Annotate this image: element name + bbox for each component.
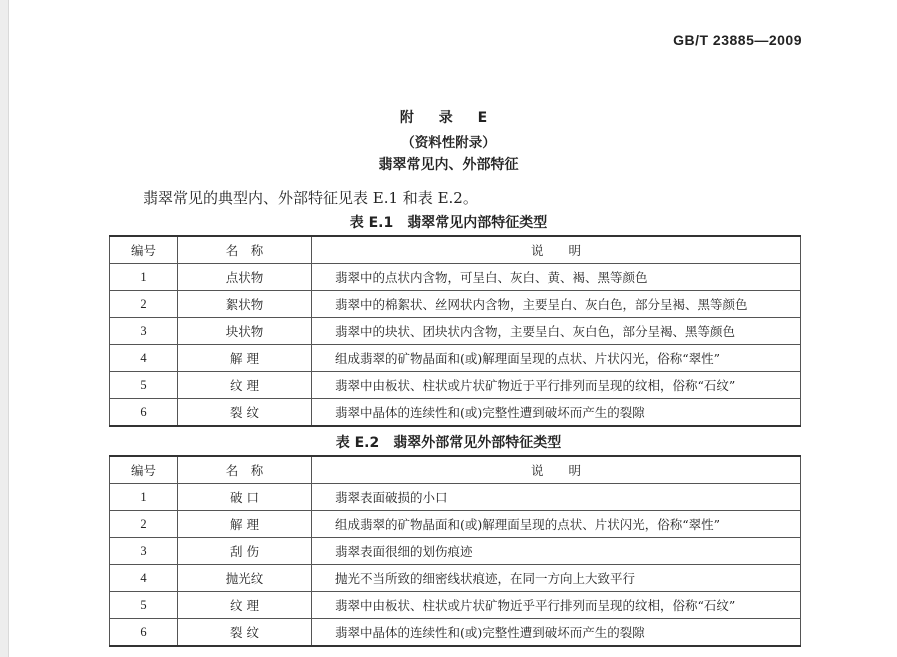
table-header-row xyxy=(110,236,801,264)
table-row xyxy=(110,318,801,345)
cell-description: 翡翠中晶体的连续性和(或)完整性遭到破坏而产生的裂隙 xyxy=(312,619,801,647)
table-row xyxy=(110,538,801,565)
table-row xyxy=(110,592,801,619)
cell-number: 1 xyxy=(110,264,178,291)
table-row xyxy=(110,484,801,511)
table-row xyxy=(110,372,801,399)
cell-description: 翡翠表面很细的划伤痕迹 xyxy=(312,538,801,565)
cell-name: 纹 理 xyxy=(178,372,312,399)
cell-name: 纹 理 xyxy=(178,592,312,619)
intro-paragraph: 翡翠常见的典型内、外部特征见表 E.1 和表 E.2。 xyxy=(143,189,478,207)
cell-description: 翡翠中晶体的连续性和(或)完整性遭到破坏而产生的裂隙 xyxy=(312,399,801,427)
table-row xyxy=(110,264,801,291)
col-header-number: 编号 xyxy=(110,456,178,484)
cell-description: 翡翠中的块状、团块状内含物，主要呈白、灰白色，部分呈褐、黑等颜色 xyxy=(312,318,801,345)
cell-number: 3 xyxy=(110,538,178,565)
table-e1 xyxy=(109,235,801,427)
cell-description: 翡翠中由板状、柱状或片状矿物近于平行排列而呈现的纹相，俗称“石纹” xyxy=(312,372,801,399)
cell-name: 点状物 xyxy=(178,264,312,291)
table-row xyxy=(110,345,801,372)
table-header-row xyxy=(110,456,801,484)
table-row xyxy=(110,399,801,427)
cell-description: 翡翠中的棉絮状、丝网状内含物，主要呈白、灰白色，部分呈褐、黑等颜色 xyxy=(312,291,801,318)
cell-number: 3 xyxy=(110,318,178,345)
cell-number: 2 xyxy=(110,511,178,538)
cell-number: 5 xyxy=(110,372,178,399)
col-header-number: 编号 xyxy=(110,236,178,264)
page-edge-strip xyxy=(0,0,9,657)
cell-name: 絮状物 xyxy=(178,291,312,318)
table-e1-caption: 表 E.1 翡翠常见内部特征类型 xyxy=(349,215,548,231)
cell-name: 块状物 xyxy=(178,318,312,345)
col-header-name: 名 称 xyxy=(178,236,312,264)
cell-number: 1 xyxy=(110,484,178,511)
table-e2 xyxy=(109,455,801,647)
appendix-subtitle: （资料性附录） xyxy=(401,135,496,151)
cell-name: 刮 伤 xyxy=(178,538,312,565)
cell-name: 裂 纹 xyxy=(178,399,312,427)
table-row xyxy=(110,565,801,592)
cell-description: 抛光不当所致的细密线状痕迹，在同一方向上大致平行 xyxy=(312,565,801,592)
cell-number: 2 xyxy=(110,291,178,318)
table-e2-caption: 表 E.2 翡翠外部常见外部特征类型 xyxy=(335,435,562,451)
cell-number: 6 xyxy=(110,399,178,427)
cell-number: 4 xyxy=(110,565,178,592)
col-header-name: 名 称 xyxy=(178,456,312,484)
cell-description: 翡翠中由板状、柱状或片状矿物近乎平行排列而呈现的纹相，俗称“石纹” xyxy=(312,592,801,619)
cell-description: 翡翠中的点状内含物，可呈白、灰白、黄、褐、黑等颜色 xyxy=(312,264,801,291)
appendix-heading: 翡翠常见内、外部特征 xyxy=(378,157,519,173)
cell-number: 5 xyxy=(110,592,178,619)
col-header-description: 说 明 xyxy=(312,456,801,484)
cell-name: 裂 纹 xyxy=(178,619,312,647)
table-row xyxy=(110,511,801,538)
cell-description: 翡翠表面破损的小口 xyxy=(312,484,801,511)
standard-code: GB/T 23885—2009 xyxy=(673,32,802,48)
cell-name: 抛光纹 xyxy=(178,565,312,592)
table-row xyxy=(110,291,801,318)
cell-number: 6 xyxy=(110,619,178,647)
table-row xyxy=(110,619,801,647)
cell-name: 解 理 xyxy=(178,345,312,372)
appendix-title: 附 录 E xyxy=(399,110,498,126)
cell-name: 解 理 xyxy=(178,511,312,538)
cell-number: 4 xyxy=(110,345,178,372)
col-header-description: 说 明 xyxy=(312,236,801,264)
cell-description: 组成翡翠的矿物晶面和(或)解理面呈现的点状、片状闪光，俗称“翠性” xyxy=(312,345,801,372)
cell-description: 组成翡翠的矿物晶面和(或)解理面呈现的点状、片状闪光，俗称“翠性” xyxy=(312,511,801,538)
cell-name: 破 口 xyxy=(178,484,312,511)
